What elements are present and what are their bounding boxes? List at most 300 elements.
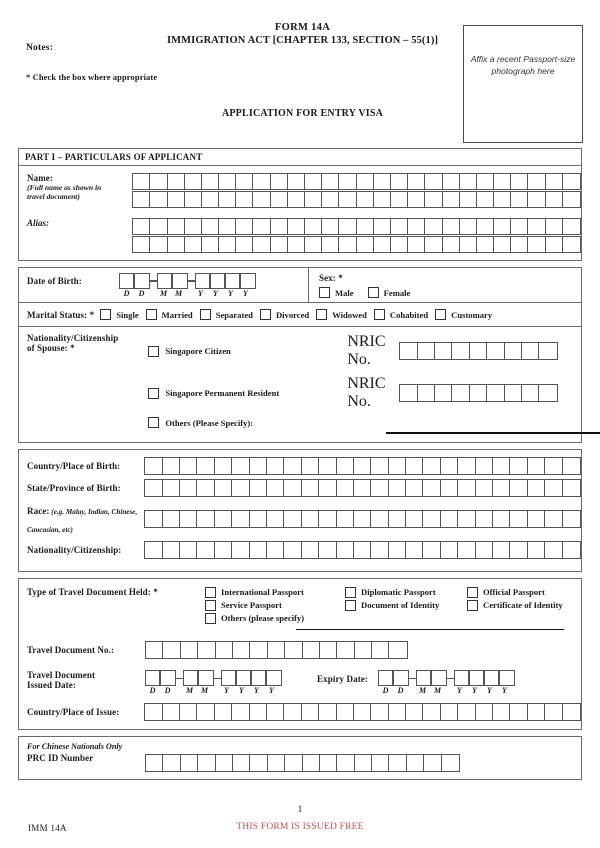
marital-option[interactable] xyxy=(200,309,253,320)
checkbox-option[interactable] xyxy=(205,587,345,598)
input-cell[interactable] xyxy=(425,192,442,207)
date-segment[interactable] xyxy=(145,670,176,686)
input-cell[interactable] xyxy=(185,219,202,234)
input-cell[interactable] xyxy=(357,192,374,207)
input-cell[interactable] xyxy=(133,237,150,252)
checkbox-option[interactable] xyxy=(205,600,345,611)
input-cell[interactable] xyxy=(322,219,339,234)
date-segment[interactable] xyxy=(221,670,282,686)
input-cell[interactable] xyxy=(355,755,372,771)
date-cell[interactable] xyxy=(499,670,514,686)
input-cell[interactable] xyxy=(406,480,423,496)
date-cell[interactable] xyxy=(210,273,225,289)
date-cell[interactable] xyxy=(266,670,281,686)
input-cell[interactable] xyxy=(337,704,354,720)
input-cell[interactable] xyxy=(202,174,219,189)
input-cell[interactable] xyxy=(539,343,556,359)
date-cell[interactable] xyxy=(251,670,266,686)
photo-affix-box[interactable] xyxy=(463,25,583,143)
input-cell[interactable] xyxy=(458,511,475,527)
input-cell[interactable] xyxy=(354,511,371,527)
input-cell[interactable] xyxy=(563,480,580,496)
input-cell[interactable] xyxy=(476,511,493,527)
date-segment[interactable] xyxy=(454,670,515,686)
input-cell[interactable] xyxy=(271,192,288,207)
input-cell[interactable] xyxy=(510,542,527,558)
date-cell[interactable] xyxy=(119,273,134,289)
input-cell[interactable] xyxy=(302,704,319,720)
input-cell[interactable] xyxy=(337,542,354,558)
date-cell[interactable] xyxy=(469,670,484,686)
input-cell[interactable] xyxy=(250,755,267,771)
input-cell[interactable] xyxy=(180,511,197,527)
travel-doc-number-boxes[interactable] xyxy=(145,641,408,659)
input-cell[interactable] xyxy=(423,704,440,720)
input-cell[interactable] xyxy=(511,237,528,252)
date-cell[interactable] xyxy=(416,670,431,686)
input-cell[interactable] xyxy=(339,219,356,234)
input-cell[interactable] xyxy=(197,458,214,474)
input-cell[interactable] xyxy=(460,219,477,234)
input-cell[interactable] xyxy=(303,755,320,771)
input-cell[interactable] xyxy=(146,755,163,771)
input-cell[interactable] xyxy=(389,704,406,720)
input-cell[interactable] xyxy=(389,542,406,558)
input-cell[interactable] xyxy=(458,480,475,496)
checkbox-option[interactable] xyxy=(467,600,563,611)
input-cell[interactable] xyxy=(391,219,408,234)
input-cell[interactable] xyxy=(181,755,198,771)
input-cell[interactable] xyxy=(408,237,425,252)
spouse-others-rule[interactable] xyxy=(386,432,600,434)
date-cell[interactable] xyxy=(157,273,172,289)
input-cell[interactable] xyxy=(477,174,494,189)
input-cell[interactable] xyxy=(215,480,232,496)
input-cell[interactable] xyxy=(494,174,511,189)
checkbox-icon[interactable] xyxy=(205,587,216,598)
input-cell[interactable] xyxy=(354,542,371,558)
input-cell[interactable] xyxy=(374,192,391,207)
input-cell[interactable] xyxy=(319,480,336,496)
checkbox-icon[interactable] xyxy=(200,309,211,320)
input-cell[interactable] xyxy=(233,755,250,771)
nric-boxes[interactable] xyxy=(399,342,558,360)
date-cell[interactable] xyxy=(198,670,213,686)
date-cell[interactable] xyxy=(431,670,446,686)
input-cell[interactable] xyxy=(319,704,336,720)
input-cell[interactable] xyxy=(215,511,232,527)
input-cell[interactable] xyxy=(443,192,460,207)
marital-option[interactable] xyxy=(100,309,138,320)
input-cell[interactable] xyxy=(232,542,249,558)
input-cell[interactable] xyxy=(133,192,150,207)
input-cell[interactable] xyxy=(202,192,219,207)
input-cell[interactable] xyxy=(389,458,406,474)
input-cell[interactable] xyxy=(320,642,337,658)
input-cell[interactable] xyxy=(407,755,424,771)
input-cell[interactable] xyxy=(408,219,425,234)
checkbox-option[interactable] xyxy=(205,613,345,624)
input-cell[interactable] xyxy=(267,704,284,720)
input-cell[interactable] xyxy=(145,480,162,496)
input-cell[interactable] xyxy=(219,174,236,189)
input-cell[interactable] xyxy=(408,174,425,189)
input-cell[interactable] xyxy=(271,237,288,252)
input-cell[interactable] xyxy=(271,219,288,234)
expiry-date-group[interactable] xyxy=(378,670,515,695)
input-cell[interactable] xyxy=(337,755,354,771)
input-cell[interactable] xyxy=(563,542,580,558)
input-cell[interactable] xyxy=(510,480,527,496)
date-cell[interactable] xyxy=(240,273,255,289)
sex-options[interactable] xyxy=(319,287,581,298)
date-cell[interactable] xyxy=(225,273,240,289)
input-cell[interactable] xyxy=(458,542,475,558)
input-cell[interactable] xyxy=(406,704,423,720)
checkbox-icon[interactable] xyxy=(374,309,385,320)
input-cell[interactable] xyxy=(511,174,528,189)
input-cell[interactable] xyxy=(476,480,493,496)
input-cell[interactable] xyxy=(441,542,458,558)
input-cell[interactable] xyxy=(163,642,180,658)
date-cell[interactable] xyxy=(221,670,236,686)
input-cell[interactable] xyxy=(219,237,236,252)
input-cell[interactable] xyxy=(372,642,389,658)
alias-row-2[interactable] xyxy=(132,236,581,253)
input-cell[interactable] xyxy=(236,174,253,189)
input-cell[interactable] xyxy=(197,511,214,527)
input-cell[interactable] xyxy=(355,642,372,658)
input-cell[interactable] xyxy=(150,192,167,207)
input-cell[interactable] xyxy=(371,542,388,558)
sex-option[interactable] xyxy=(319,287,354,298)
input-cell[interactable] xyxy=(493,480,510,496)
input-cell[interactable] xyxy=(511,192,528,207)
marital-option[interactable] xyxy=(260,309,309,320)
input-cell[interactable] xyxy=(163,755,180,771)
input-cell[interactable] xyxy=(339,174,356,189)
input-cell[interactable] xyxy=(305,237,322,252)
input-cell[interactable] xyxy=(371,458,388,474)
date-cell[interactable] xyxy=(393,670,408,686)
input-cell[interactable] xyxy=(435,343,452,359)
spouse-option-row[interactable] xyxy=(118,333,600,369)
birth-row-boxes[interactable] xyxy=(144,479,581,497)
input-cell[interactable] xyxy=(493,458,510,474)
input-cell[interactable] xyxy=(180,542,197,558)
input-cell[interactable] xyxy=(284,511,301,527)
input-cell[interactable] xyxy=(267,480,284,496)
marital-status-options[interactable] xyxy=(100,309,499,320)
input-cell[interactable] xyxy=(357,219,374,234)
input-cell[interactable] xyxy=(285,755,302,771)
input-cell[interactable] xyxy=(168,174,185,189)
marital-option[interactable] xyxy=(146,309,193,320)
input-cell[interactable] xyxy=(163,511,180,527)
date-cell[interactable] xyxy=(454,670,469,686)
travel-doc-others-rule[interactable] xyxy=(296,629,564,631)
input-cell[interactable] xyxy=(285,642,302,658)
input-cell[interactable] xyxy=(232,511,249,527)
checkbox-icon[interactable] xyxy=(467,587,478,598)
input-cell[interactable] xyxy=(391,192,408,207)
input-cell[interactable] xyxy=(443,237,460,252)
input-cell[interactable] xyxy=(441,511,458,527)
input-cell[interactable] xyxy=(423,511,440,527)
input-cell[interactable] xyxy=(163,480,180,496)
input-cell[interactable] xyxy=(185,237,202,252)
input-cell[interactable] xyxy=(202,219,219,234)
date-cell[interactable] xyxy=(160,670,175,686)
input-cell[interactable] xyxy=(219,192,236,207)
input-cell[interactable] xyxy=(145,511,162,527)
date-cell[interactable] xyxy=(378,670,393,686)
expiry-date-boxes[interactable] xyxy=(378,670,515,686)
input-cell[interactable] xyxy=(168,219,185,234)
input-cell[interactable] xyxy=(180,704,197,720)
input-cell[interactable] xyxy=(337,642,354,658)
input-cell[interactable] xyxy=(505,343,522,359)
input-cell[interactable] xyxy=(320,755,337,771)
input-cell[interactable] xyxy=(133,174,150,189)
input-cell[interactable] xyxy=(425,237,442,252)
checkbox-icon[interactable] xyxy=(435,309,446,320)
input-cell[interactable] xyxy=(391,174,408,189)
input-cell[interactable] xyxy=(185,174,202,189)
marital-option[interactable] xyxy=(316,309,367,320)
issued-date-group[interactable] xyxy=(145,670,282,695)
input-cell[interactable] xyxy=(168,192,185,207)
date-segment[interactable] xyxy=(378,670,409,686)
birth-row-boxes[interactable] xyxy=(144,541,581,559)
input-cell[interactable] xyxy=(546,192,563,207)
input-cell[interactable] xyxy=(163,704,180,720)
input-cell[interactable] xyxy=(528,704,545,720)
input-cell[interactable] xyxy=(319,542,336,558)
input-cell[interactable] xyxy=(528,511,545,527)
input-cell[interactable] xyxy=(168,237,185,252)
input-cell[interactable] xyxy=(546,219,563,234)
input-cell[interactable] xyxy=(145,704,162,720)
input-cell[interactable] xyxy=(441,458,458,474)
input-cell[interactable] xyxy=(546,237,563,252)
input-cell[interactable] xyxy=(302,511,319,527)
input-cell[interactable] xyxy=(372,755,389,771)
input-cell[interactable] xyxy=(150,219,167,234)
input-cell[interactable] xyxy=(236,192,253,207)
input-cell[interactable] xyxy=(322,237,339,252)
input-cell[interactable] xyxy=(253,174,270,189)
input-cell[interactable] xyxy=(423,542,440,558)
input-cell[interactable] xyxy=(406,542,423,558)
input-cell[interactable] xyxy=(423,480,440,496)
input-cell[interactable] xyxy=(406,458,423,474)
date-cell[interactable] xyxy=(134,273,149,289)
issued-date-boxes[interactable] xyxy=(145,670,282,686)
input-cell[interactable] xyxy=(545,704,562,720)
input-cell[interactable] xyxy=(215,542,232,558)
input-cell[interactable] xyxy=(400,343,417,359)
input-cell[interactable] xyxy=(406,511,423,527)
input-cell[interactable] xyxy=(494,237,511,252)
input-cell[interactable] xyxy=(452,343,469,359)
input-cell[interactable] xyxy=(232,704,249,720)
input-cell[interactable] xyxy=(505,385,522,401)
checkbox-icon[interactable] xyxy=(148,388,159,399)
input-cell[interactable] xyxy=(305,192,322,207)
input-cell[interactable] xyxy=(284,704,301,720)
checkbox-option[interactable] xyxy=(345,600,467,611)
input-cell[interactable] xyxy=(511,219,528,234)
date-segment[interactable] xyxy=(416,670,447,686)
spouse-option-row[interactable] xyxy=(118,375,600,411)
spouse-options[interactable] xyxy=(118,333,600,434)
input-cell[interactable] xyxy=(163,458,180,474)
input-cell[interactable] xyxy=(250,458,267,474)
input-cell[interactable] xyxy=(288,237,305,252)
input-cell[interactable] xyxy=(528,174,545,189)
input-cell[interactable] xyxy=(545,458,562,474)
input-cell[interactable] xyxy=(302,542,319,558)
input-cell[interactable] xyxy=(494,192,511,207)
input-cell[interactable] xyxy=(250,704,267,720)
input-cell[interactable] xyxy=(322,192,339,207)
input-cell[interactable] xyxy=(371,704,388,720)
input-cell[interactable] xyxy=(305,219,322,234)
input-cell[interactable] xyxy=(145,542,162,558)
input-cell[interactable] xyxy=(539,385,556,401)
input-cell[interactable] xyxy=(400,385,417,401)
input-cell[interactable] xyxy=(197,704,214,720)
issue-place-boxes[interactable] xyxy=(144,703,581,721)
input-cell[interactable] xyxy=(528,237,545,252)
checkbox-icon[interactable] xyxy=(467,600,478,611)
marital-option[interactable] xyxy=(374,309,428,320)
input-cell[interactable] xyxy=(374,174,391,189)
input-cell[interactable] xyxy=(302,458,319,474)
input-cell[interactable] xyxy=(493,511,510,527)
date-cell[interactable] xyxy=(195,273,210,289)
birth-row-boxes[interactable] xyxy=(144,510,581,528)
input-cell[interactable] xyxy=(250,642,267,658)
input-cell[interactable] xyxy=(476,458,493,474)
travel-doc-type-options[interactable] xyxy=(205,587,581,631)
input-cell[interactable] xyxy=(322,174,339,189)
input-cell[interactable] xyxy=(305,174,322,189)
input-cell[interactable] xyxy=(198,755,215,771)
name-input-grid[interactable] xyxy=(132,173,581,208)
input-cell[interactable] xyxy=(510,704,527,720)
input-cell[interactable] xyxy=(435,385,452,401)
input-cell[interactable] xyxy=(319,511,336,527)
input-cell[interactable] xyxy=(232,458,249,474)
input-cell[interactable] xyxy=(477,237,494,252)
name-row-1[interactable] xyxy=(132,173,581,190)
input-cell[interactable] xyxy=(268,755,285,771)
input-cell[interactable] xyxy=(452,385,469,401)
input-cell[interactable] xyxy=(470,343,487,359)
date-cell[interactable] xyxy=(145,670,160,686)
input-cell[interactable] xyxy=(253,192,270,207)
input-cell[interactable] xyxy=(425,174,442,189)
input-cell[interactable] xyxy=(267,542,284,558)
input-cell[interactable] xyxy=(563,174,580,189)
checkbox-icon[interactable] xyxy=(146,309,157,320)
input-cell[interactable] xyxy=(267,511,284,527)
input-cell[interactable] xyxy=(563,458,580,474)
input-cell[interactable] xyxy=(354,458,371,474)
checkbox-icon[interactable] xyxy=(148,417,159,428)
date-cell[interactable] xyxy=(172,273,187,289)
alias-input-grid[interactable] xyxy=(132,218,581,253)
dob-date-boxes[interactable] xyxy=(119,273,256,289)
input-cell[interactable] xyxy=(470,385,487,401)
input-cell[interactable] xyxy=(443,219,460,234)
input-cell[interactable] xyxy=(253,219,270,234)
input-cell[interactable] xyxy=(180,458,197,474)
input-cell[interactable] xyxy=(389,480,406,496)
input-cell[interactable] xyxy=(146,642,163,658)
date-cell[interactable] xyxy=(183,670,198,686)
date-cell[interactable] xyxy=(236,670,251,686)
input-cell[interactable] xyxy=(163,542,180,558)
input-cell[interactable] xyxy=(441,480,458,496)
input-cell[interactable] xyxy=(389,511,406,527)
input-cell[interactable] xyxy=(528,458,545,474)
input-cell[interactable] xyxy=(528,192,545,207)
input-cell[interactable] xyxy=(443,174,460,189)
input-cell[interactable] xyxy=(232,480,249,496)
input-cell[interactable] xyxy=(458,704,475,720)
name-row-2[interactable] xyxy=(132,191,581,208)
input-cell[interactable] xyxy=(510,458,527,474)
input-cell[interactable] xyxy=(215,458,232,474)
checkbox-icon[interactable] xyxy=(148,346,159,357)
input-cell[interactable] xyxy=(389,755,406,771)
checkbox-icon[interactable] xyxy=(319,287,330,298)
input-cell[interactable] xyxy=(476,704,493,720)
input-cell[interactable] xyxy=(371,480,388,496)
input-cell[interactable] xyxy=(185,192,202,207)
input-cell[interactable] xyxy=(545,542,562,558)
checkbox-icon[interactable] xyxy=(345,587,356,598)
input-cell[interactable] xyxy=(197,480,214,496)
input-cell[interactable] xyxy=(563,511,580,527)
input-cell[interactable] xyxy=(442,755,459,771)
input-cell[interactable] xyxy=(563,219,580,234)
input-cell[interactable] xyxy=(354,704,371,720)
checkbox-icon[interactable] xyxy=(368,287,379,298)
input-cell[interactable] xyxy=(458,458,475,474)
input-cell[interactable] xyxy=(522,385,539,401)
input-cell[interactable] xyxy=(460,192,477,207)
input-cell[interactable] xyxy=(302,480,319,496)
input-cell[interactable] xyxy=(216,755,233,771)
input-cell[interactable] xyxy=(284,542,301,558)
travel-doc-col-3[interactable] xyxy=(467,587,563,613)
nric-boxes[interactable] xyxy=(399,384,558,402)
checkbox-option[interactable] xyxy=(467,587,563,598)
checkbox-option[interactable] xyxy=(345,587,467,598)
input-cell[interactable] xyxy=(202,237,219,252)
input-cell[interactable] xyxy=(545,511,562,527)
input-cell[interactable] xyxy=(236,237,253,252)
input-cell[interactable] xyxy=(371,511,388,527)
input-cell[interactable] xyxy=(423,458,440,474)
checkbox-icon[interactable] xyxy=(260,309,271,320)
input-cell[interactable] xyxy=(460,237,477,252)
input-cell[interactable] xyxy=(284,480,301,496)
